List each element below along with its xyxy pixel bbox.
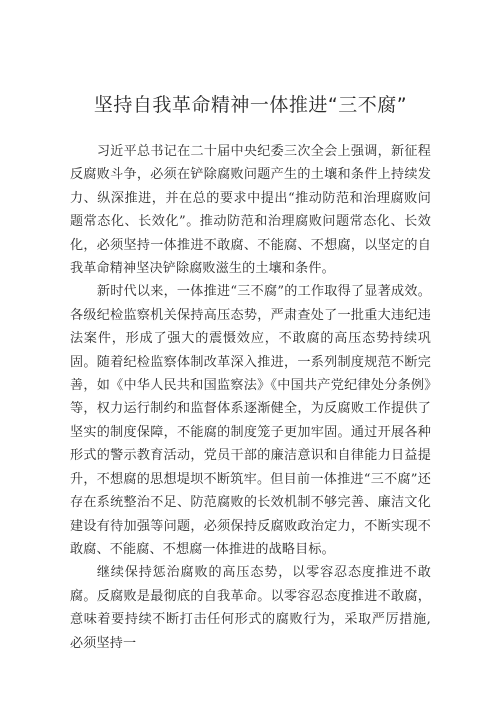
paragraph-intro: 习近平总书记在二十届中央纪委三次全会上强调，新征程反腐败斗争，必须在铲除腐败问题产生的土壤和条件上持续发力、纵深推进，并在总的要求中提出“推动防范和治理腐败问题常态化、长效化”。推动防范和治理腐败问题常态化、长效化，必须坚持一体推进不敢腐、不能腐、不想腐，以坚定的自我革命精神坚决铲除腐败滋生的土壤和条件。	[70, 144, 431, 277]
paragraph-achievements: 新时代以来，一体推进“三不腐”的工作取得了显著成效。各级纪检监察机关保持高压态势，严肃查处了一批重大违纪违法案件，形成了强大的震慑效应，不敢腐的高压态势持续巩固。随着纪检监察体制改革深入推进，一系列制度规范不断完善，如《中华人民共和国监察法》《中国共产党纪律处分条例》等，权力运行制约和监督体系逐渐健全，为反腐败工作提供了坚实的制度保障，不能腐的制度笼子更加牢固。通过开展各种形式的警示教育活动，党员干部的廉洁意识和自律能力日益提升，不想腐的思想堤坝不断筑牢。但目前一体推进“三不腐”还存在系统整治不足、防范腐败的长效机制不够完善、廉洁文化建设有待加强等问题，必须保持反腐败政治定力，不断实现不敢腐、不能腐、不想腐一体推进的战略目标。	[70, 284, 431, 557]
document-title: 坚持自我革命精神一体推进“三不腐”	[93, 94, 408, 116]
paragraph-high-pressure: 继续保持惩治腐败的高压态势，以零容忍态度推进不敢腐。反腐败是最彻底的自我革命。以零容忍态度推进不敢腐，意味着要持续不断打击任何形式的腐败行为，采取严厉措施,必须坚持一	[70, 565, 431, 651]
